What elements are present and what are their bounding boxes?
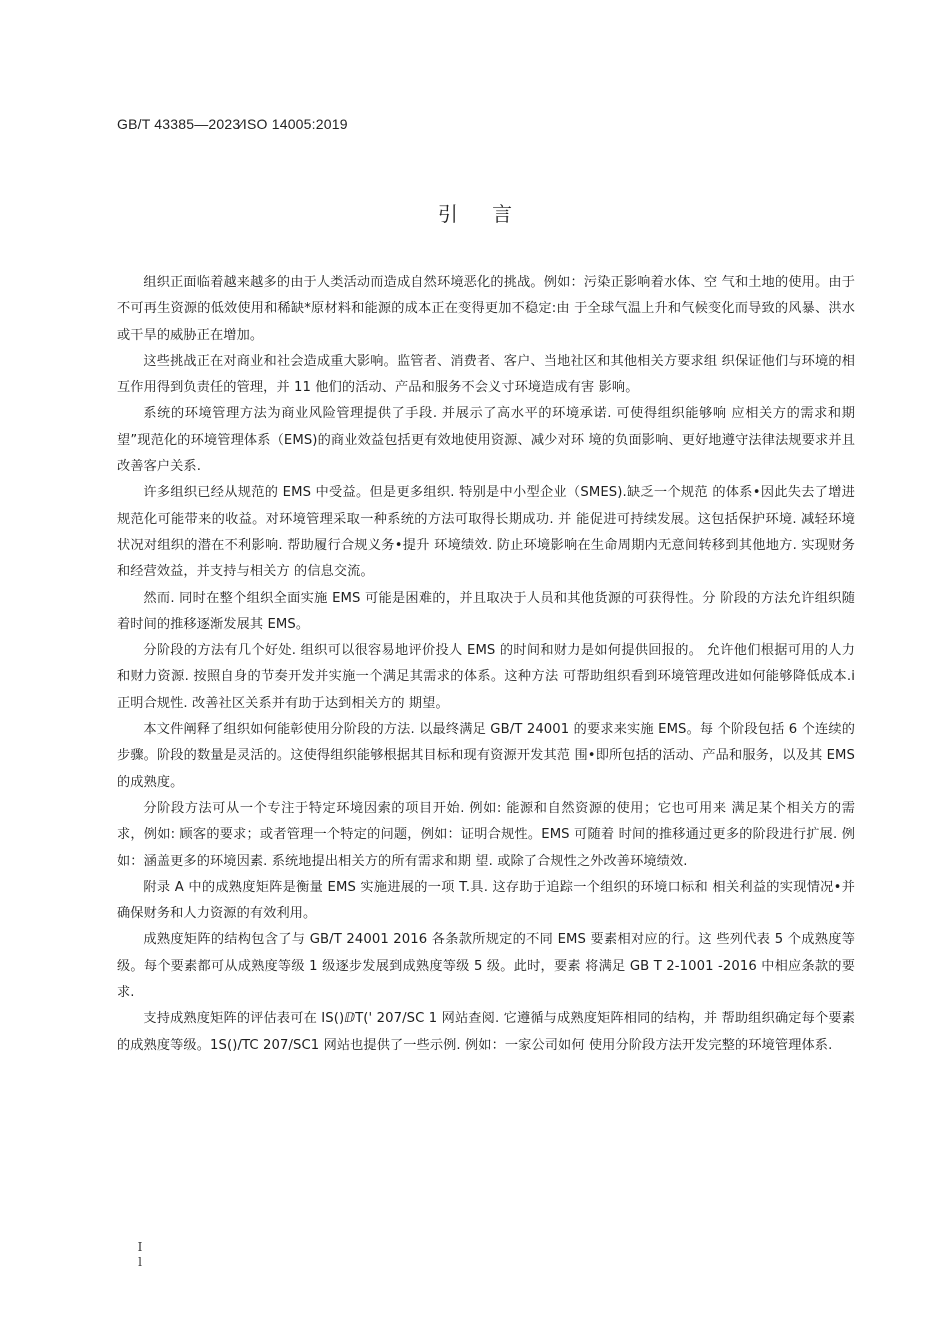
paragraph: 支持成熟度矩阵的评估表可在 IS()ⅅT(' 207/SC 1 网站查阅. 它遵循与成熟度矩阵相同的结构，并 帮助组织确定每个要素的成熟度等级。1S()/TC 207/SC1 网站也提供了一些示例. 例如：一家公司如何 使用分阶段方法开发完整的环境管理体系. bbox=[117, 1011, 855, 1053]
paragraph: 这些挑战正在对商业和社会造成重大影响。监管者、消费者、客户、当地社区和其他相关方要求组 织保证他们与环境的相互作用得到负责任的管理，并 11 他们的活动、产品和服务不会义寸环境造成有害 影响。 bbox=[117, 353, 855, 396]
paragraph: 附录 A 中的成熟度矩阵是衡量 EMS 实施进展的一项 T.具. 这存助于追踪一个组织的环境口标和 相关利益的实现情况•并确保财务和人力资源的有效利用。 bbox=[117, 879, 855, 922]
paragraph: 然而. 同时在整个组织全面实施 EMS 可能是困难的，并且取决于人员和其他货源的可获得性。分 阶段的方法允许组织随着时间的推移逐渐发展其 EMS。 bbox=[117, 590, 855, 632]
page-number-top: I bbox=[137, 1240, 143, 1254]
paragraph: 系统的环境管理方法为商业风险管理提供了手段. 并展示了高水平的环境承诺. 可使得组织能够响 应相关方的需求和期望”现范化的环境管理体系（EMS)的商业效益包括更有效地使用资源、减少对环 境的负面影响、更好地遵守法律法规要求并且改善客户关系. bbox=[117, 406, 855, 475]
standard-number: GB/T 43385—2023⁄ISO 14005:2019 bbox=[117, 116, 348, 132]
paragraph: 许多组织已经从规范的 EMS 中受益。但是更多组织. 特别是中小型企业（SMES).缺乏一个规范 的体系•因此失去了增进规范化可能带来的收益。对环境管理采取一种系统的方法可取得长期成功. 并 能促进可持续发展。这包括保护环境. 减轻环境状况对组织的潜在不利影响. 帮助履行合规义务•提升 环境绩效. 防止环境影响在生命周期内无意间转移到其他地方. 实现财务和经营效益，并支持与相关方 的信息交流。 bbox=[117, 485, 855, 580]
paragraph: 组织正面临着越来越多的由于人类活动而造成自然环境恶化的挑战。例如：污染正影响着水体、空 气和土地的使用。由于不可再生资源的低效使用和稀缺*原材料和能源的成本正在变得更加不稳定:由 于全球气温上升和气候变化而导致的风暴、洪水或干旱的威胁正在增加。 bbox=[117, 275, 855, 343]
page-title: 引 言 bbox=[437, 202, 527, 226]
page-number bbox=[136, 1240, 144, 1270]
paragraph: 本文件阐释了组织如何能彰使用分阶段的方法. 以最终满足 GB/T 24001 的要求来实施 EMS。每 个阶段包括 6 个连续的步骤。阶段的数量是灵活的。这使得组织能够根据其目标和现有资源开发其范 围•即所包括的活动、产品和服务，以及其 EMS 的成熟度。 bbox=[117, 722, 855, 790]
paragraph: 成熟度矩阵的结构包含了与 GB/T 24001 2016 各条款所规定的不同 EMS 要素相对应的行。这 些列代表 5 个成熟度等级。每个要素都可从成熟度等级 1 级逐步发展到成熟度等级 5 级。此时，要素 将满足 GB T 2-1001 -2016 中相应条款的要求. bbox=[117, 932, 855, 1001]
page-number-bottom: l bbox=[138, 1255, 142, 1269]
paragraph: 分阶段方法可从一个专注于特定环境因索的项目开始. 例如: 能源和自然资源的使用；它也可用来 满足某个相关方的需求，例如: 顾客的要求；或者管理一个特定的问题，例如：证明合规性。EMS 可随着 时间的推移通过更多的阶段进行扩展. 例如：涵盖更多的环境因素. 系统地提出相关方的所有需求和期 望. 或除了合规性之外改善环境绩效. bbox=[117, 800, 855, 869]
introduction-body bbox=[117, 270, 855, 1059]
paragraph: 分阶段的方法有几个好处. 组织可以很容易地评价投人 EMS 的时间和财力是如何提供回报的。 允许他们根据可用的人力和财力资源. 按照自身的节奏开发并实施一个满足其需求的体系。这种方法 可帮助组织看到环境管理改进如何能够降低成本.i 正明合规性. 改善社区关系并有助于达到相关方的 期望。 bbox=[117, 643, 855, 711]
